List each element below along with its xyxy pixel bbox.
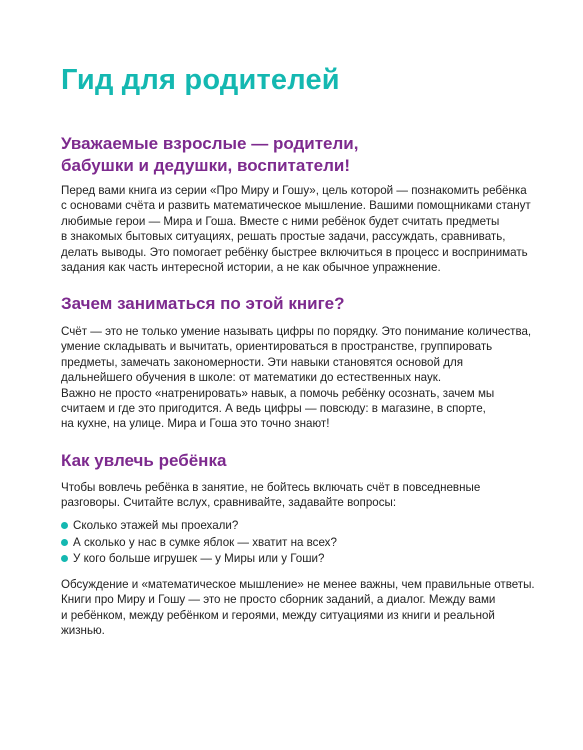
text-line: в знакомых бытовых ситуациях, решать простые задачи, рассуждать, сравнивать, bbox=[61, 230, 506, 244]
question-list bbox=[61, 518, 337, 568]
section1-heading bbox=[61, 133, 358, 177]
section2-heading: Зачем заниматься по этой книге? bbox=[61, 294, 345, 313]
list-item bbox=[61, 551, 337, 568]
section2-paragraph bbox=[61, 324, 531, 432]
text-line: дальнейшего обучения в школе: от математики до естественных наук. bbox=[61, 371, 442, 385]
text-line: Чтобы вовлечь ребёнка в занятие, не бойтесь включать счёт в повседневные bbox=[61, 481, 481, 494]
text-line: делать выводы. Это помогает ребёнку быстрее включиться в процесс и воспринимать bbox=[61, 245, 528, 259]
text-line: любимые герои — Мира и Гоша. Вместе с ними ребёнок будет считать предметы bbox=[61, 214, 500, 228]
text-line: считаем и где это пригодится. А ведь цифры — повсюду: в магазине, в спорте, bbox=[61, 402, 486, 416]
text-line: Обсуждение и «математическое мышление» не менее важны, чем правильные ответы. bbox=[61, 578, 535, 591]
text-line: разговоры. Считайте вслух, сравнивайте, задавайте вопросы: bbox=[61, 496, 397, 510]
bullet-dot-icon bbox=[61, 522, 68, 529]
text-line: Важно не просто «натренировать» навык, а помочь ребёнку осознать, зачем мы bbox=[61, 386, 495, 400]
text-line: Книги про Миру и Гошу — это не просто сборник заданий, а диалог. Между вами bbox=[61, 593, 496, 607]
text-line: и ребёнком, между ребёнком и героями, между ситуациями из книги и реальной bbox=[61, 608, 495, 622]
text-line: умение складывать и вычитать, ориентироваться в пространстве, группировать bbox=[61, 340, 493, 354]
list-item bbox=[61, 535, 337, 552]
text-line: задания как часть интересной истории, а не как обычное упражнение. bbox=[61, 261, 441, 275]
list-item bbox=[61, 518, 337, 535]
text-line: Счёт — это не только умение называть цифры по порядку. Это понимание количества, bbox=[61, 325, 532, 338]
section1-heading-line: Уважаемые взрослые — родители, bbox=[61, 134, 359, 153]
list-item-text: У кого больше игрушек — у Миры или у Гоши? bbox=[73, 552, 325, 565]
section3-outro bbox=[61, 577, 535, 639]
section3-intro bbox=[61, 480, 480, 511]
text-line: на кухне, на улице. Мира и Гоша это точно знают! bbox=[61, 417, 330, 431]
section1-heading-line: бабушки и дедушки, воспитатели! bbox=[61, 156, 351, 175]
list-item-text: Сколько этажей мы проехали? bbox=[73, 519, 239, 532]
section3-heading: Как увлечь ребёнка bbox=[61, 451, 227, 470]
text-line: предметы, замечать закономерности. Эти навыки становятся основой для bbox=[61, 355, 463, 369]
bullet-dot-icon bbox=[61, 555, 68, 562]
text-line: с основами счёта и развить математическое мышление. Вашими помощниками станут bbox=[61, 199, 531, 213]
section1-paragraph bbox=[61, 183, 531, 275]
page-title: Гид для родителей bbox=[61, 64, 340, 96]
text-line: жизнью. bbox=[61, 624, 105, 638]
bullet-dot-icon bbox=[61, 539, 68, 546]
list-item-text: А сколько у нас в сумке яблок — хватит на всех? bbox=[73, 535, 337, 549]
text-line: Перед вами книга из серии «Про Миру и Гошу», цель которой — познакомить ребёнка bbox=[61, 184, 527, 197]
